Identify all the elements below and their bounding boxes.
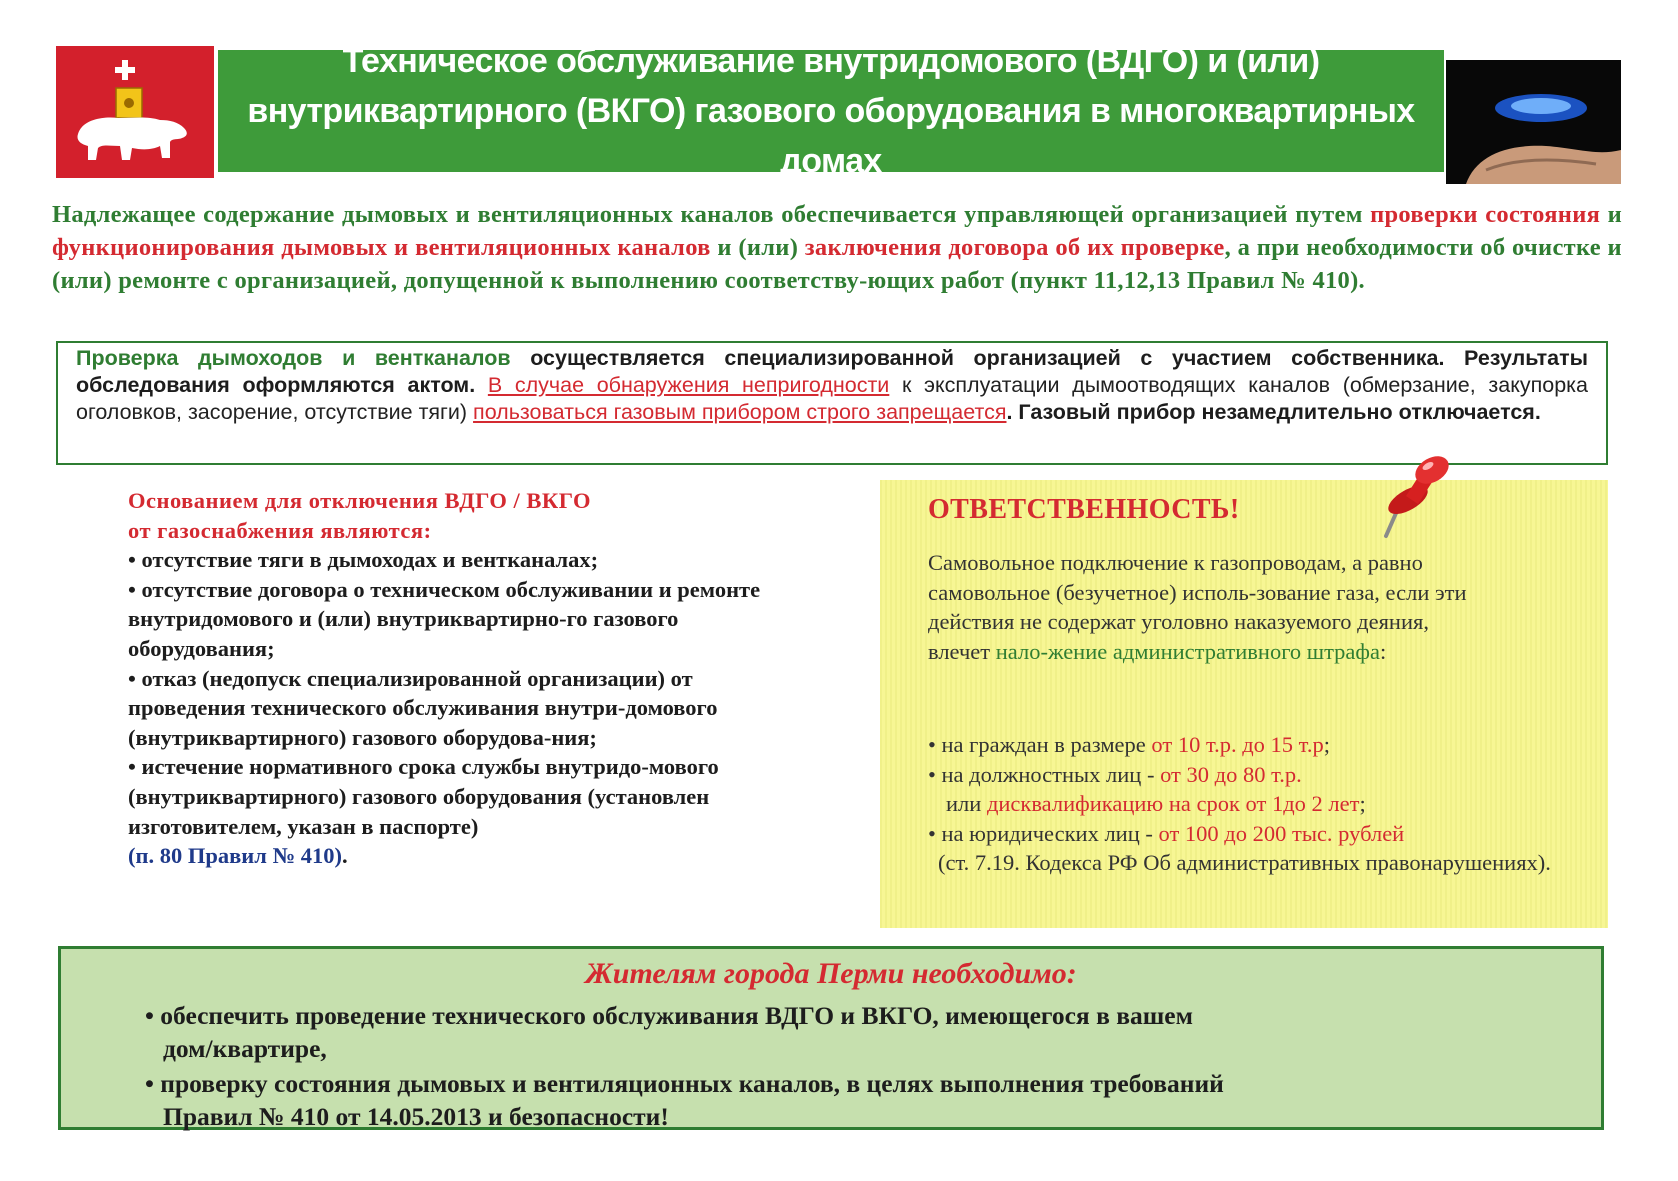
grounds-heading-1: Основанием для отключения ВДГО / ВКГО (128, 488, 592, 513)
fine-disqualification: или дисквалификацию на срок от 1до 2 лет; (946, 791, 1366, 817)
fines-list (928, 730, 1588, 878)
intro-red-3: заключения договора об их проверке (804, 234, 1225, 261)
responsibility-title: ОТВЕТСТВЕННОСТЬ! (928, 494, 1240, 525)
grounds-reference: (п. 80 Правил № 410) (128, 843, 342, 869)
perm-coat-of-arms-icon (56, 46, 214, 178)
fine-legal-reference: (ст. 7.19. Кодекса РФ Об административных правонарушениях). (938, 850, 1551, 876)
check-text-1: осуществляется специализированной организацией с участием собственника. Результаты обследования оформляются актом. (76, 346, 1588, 397)
residents-item-1: • обеспечить проведение технического обслуживания ВДГО и ВКГО, имеющегося в вашем дом/квартире, (145, 1001, 1193, 1063)
check-warning-2: пользоваться газовым прибором строго запрещается (473, 400, 1007, 424)
responsibility-colon: : (1380, 638, 1387, 664)
fine-officials: • на должностных лиц - от 30 до 80 т.р. (928, 761, 1302, 787)
gas-flame-in-hand-icon (1446, 60, 1621, 184)
intro-text-4: , а при необходимости об очистке и (или) ремонте с организацией, допущенной к выполнению соответству-ющих работ (пункт 11,12,13 Правил № 410). (52, 234, 1622, 294)
grounds-item-2: • отсутствие договора о техническом обслуживании и ремонте внутридомового и (или) внутриквартирно-го газового оборудования; (128, 576, 761, 661)
intro-red-2: функционирования дымовых и вентиляционных каналов (52, 234, 711, 261)
fine-legal-entities: • на юридических лиц - от 100 до 200 тыс. рублей (928, 820, 1405, 846)
residents-notice (58, 946, 1604, 1130)
check-lead: Проверка дымоходов и вентканалов (76, 346, 511, 370)
intro-red-1: проверки состояния (1370, 201, 1601, 228)
page-title-line2: внутриквартирного (ВКГО) газового оборудования в многоквартирных домах (247, 92, 1415, 180)
grounds-reference-tail: . (341, 843, 348, 869)
check-text-2: к эксплуатации дымоотводящих каналов (обмерзание, закупорка оголовков, засорение, отсутствие тяги) (76, 373, 1589, 424)
intro-text-3: и (или) (710, 234, 805, 261)
responsibility-text: Самовольное подключение к газопроводам, а равно самовольное (безучетное) исполь-зование газа, если эти действия не содержат уголовно наказуемого деяния, влечет (928, 550, 1467, 664)
push-pin-icon (1372, 444, 1462, 544)
grounds-item-1: • отсутствие тяги в дымоходах и вентканалах; (128, 547, 599, 573)
residents-item-2: • проверку состояния дымовых и вентиляционных каналов, в целях выполнения требований Правил № 410 от 14.05.2013 и безопасности! (145, 1069, 1224, 1131)
residents-title: Жителям города Перми необходимо: (585, 957, 1077, 990)
responsibility-body (928, 548, 1468, 666)
intro-text-1: Надлежащее содержание дымовых и вентиляционных каналов обеспечивается управляющей организацией путем (52, 201, 1371, 228)
grounds-item-4: • истечение нормативного срока службы внутридо-мового (внутриквартирного) газового оборудования (установлен изготовителем, указан в паспорте) (128, 754, 719, 839)
residents-list (145, 999, 1545, 1135)
responsibility-fine: нало-жение административного штрафа (995, 638, 1380, 664)
grounds-item-3: • отказ (недопуск специализированной организации) от проведения технического обслуживания внутри-домового (внутриквартирного) газового оборудова-ния; (128, 665, 718, 750)
intro-text-2: и (1600, 201, 1623, 228)
page-title-line1: Техническое обслуживание внутридомового (ВДГО) и (или) (342, 42, 1320, 80)
fine-citizens: • на граждан в размере от 10 т.р. до 15 т.р; (928, 732, 1330, 757)
responsibility-panel (880, 480, 1608, 928)
disconnection-grounds (128, 486, 798, 871)
grounds-heading-2: от газоснабжения являются: (128, 517, 432, 543)
header-banner (218, 42, 1444, 180)
check-warning-1: В случае обнаружения непригодности (487, 373, 890, 397)
check-tail: . Газовый прибор незамедлительно отключается. (1006, 400, 1541, 424)
intro-paragraph (52, 198, 1622, 297)
